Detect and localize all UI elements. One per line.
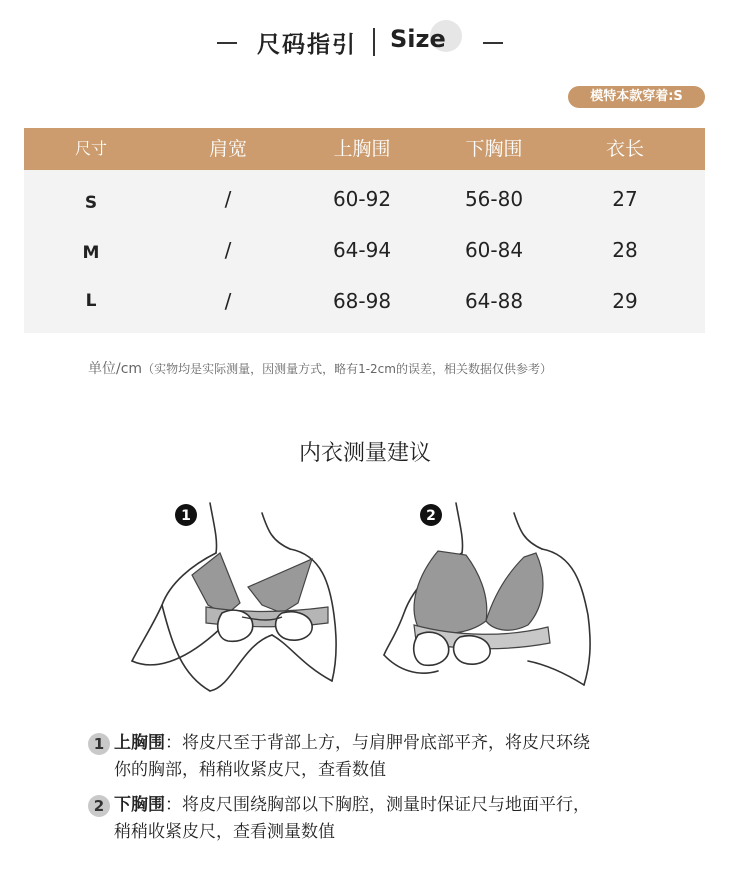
measure-illustration-upper-bust — [122, 495, 422, 705]
table-cell-size: L — [85, 291, 97, 311]
step-number-badge: 1 — [88, 733, 110, 755]
illus-marker: 2 — [426, 508, 436, 524]
table-cell-size: S — [84, 193, 98, 213]
table-cell-upper-bust: 64-94 — [332, 238, 392, 262]
step-text — [114, 730, 654, 784]
under-bust-drawing — [378, 495, 678, 705]
step-number-badge: 2 — [88, 795, 110, 817]
header-size: 尺寸 — [74, 139, 108, 158]
table-cell-length: 27 — [612, 187, 638, 211]
measure-step-upper-bust — [88, 730, 688, 786]
step-line1: 将皮尺至于背部上方，与肩胛骨底部平齐，将皮尺环绕 — [182, 733, 590, 753]
table-cell-shoulder: / — [224, 187, 232, 211]
step-line2: 稍稍收紧皮尺，查看测量数值 — [114, 822, 335, 842]
page-title — [0, 18, 730, 64]
step-label: 下胸围 — [114, 795, 165, 815]
title-chinese: 尺码指引 — [257, 32, 357, 58]
header-under-bust: 下胸围 — [465, 138, 523, 160]
header-upper-bust: 上胸围 — [333, 138, 391, 160]
title-dash-right — [483, 42, 503, 44]
upper-bust-drawing — [122, 495, 422, 705]
measure-section-title: 内衣测量建议 — [298, 441, 431, 466]
title-dash-left — [217, 42, 237, 44]
measure-step-under-bust — [88, 792, 688, 848]
table-cell-under-bust: 60-84 — [464, 238, 524, 262]
step-text — [114, 792, 654, 846]
measure-illustration-under-bust — [378, 495, 678, 705]
step-colon: ： — [165, 795, 182, 815]
table-cell-upper-bust: 60-92 — [332, 187, 392, 211]
unit-note — [88, 358, 552, 378]
table-cell-length: 29 — [612, 289, 638, 313]
step-line2: 你的胸部，稍稍收紧皮尺，查看数值 — [114, 760, 386, 780]
table-cell-upper-bust: 68-98 — [332, 289, 392, 313]
step-colon: ： — [165, 733, 182, 753]
title-english: Size — [390, 25, 446, 53]
unit-disclaimer: （实物均是实际测量，因测量方式，略有1-2cm的误差，相关数据仅供参考） — [142, 362, 552, 376]
table-cell-shoulder: / — [224, 289, 232, 313]
step-label: 上胸围 — [114, 733, 165, 753]
table-cell-under-bust: 64-88 — [464, 289, 524, 313]
header-length: 衣长 — [605, 138, 645, 160]
table-cell-shoulder: / — [224, 238, 232, 262]
table-cell-under-bust: 56-80 — [464, 187, 524, 211]
table-cell-size: M — [82, 243, 100, 263]
title-separator — [373, 28, 375, 56]
model-size-badge: 模特本款穿着:S — [568, 86, 705, 108]
size-table-header — [24, 128, 705, 170]
size-table — [24, 128, 705, 333]
header-shoulder: 肩宽 — [208, 138, 248, 160]
table-cell-length: 28 — [612, 238, 638, 262]
unit-label: 单位/cm — [88, 361, 143, 377]
illus-marker: 1 — [181, 508, 191, 524]
step-line1: 将皮尺围绕胸部以下胸腔，测量时保证尺与地面平行， — [182, 795, 590, 815]
